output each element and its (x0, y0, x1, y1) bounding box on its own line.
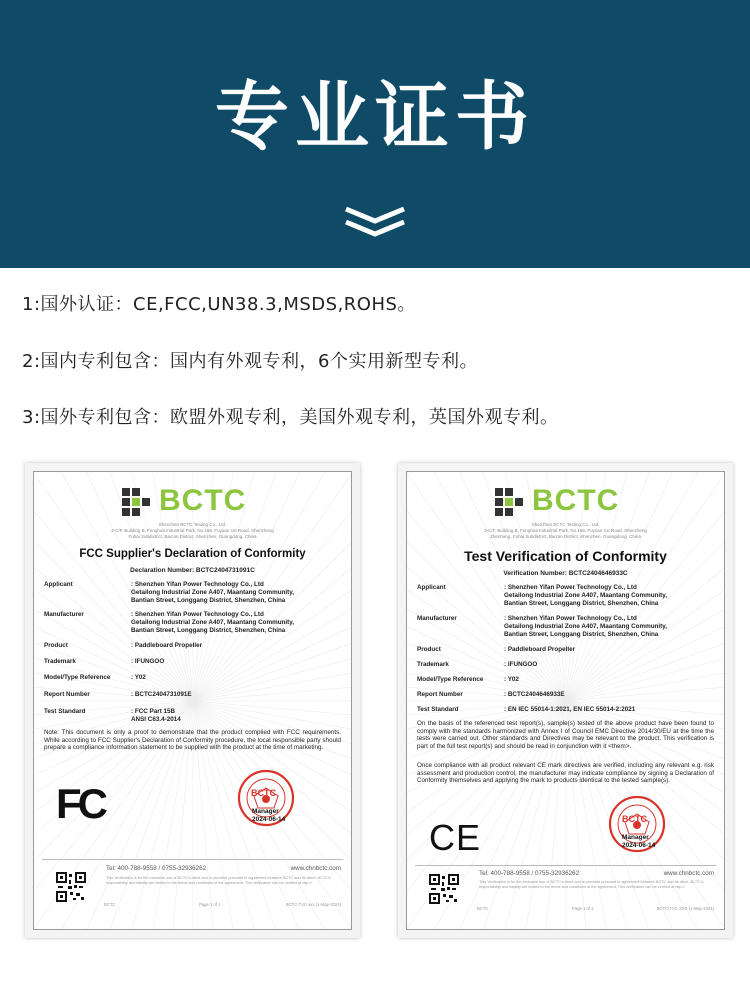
field-test-standard: Test Standard : FCC Part 15B ANSI C63.4-2014 (44, 708, 181, 723)
banner-title: 专业证书 (215, 74, 535, 160)
footer-divider (42, 859, 343, 860)
manager-signature: Manager 2024-06-14 (622, 834, 656, 849)
ce-certificate (398, 463, 733, 938)
certificate-statement: On the basis of the referenced test report(s), sample(s) tested of the above product have been found to comply with the standards harmonized with Annex I of Council EMC Directive 2014/30/EU at the time the tests were carried out. Other standards and Directives may be relevant to the product. This verification is part of the full test report(s) and should be read in conjunction with it <them>. (417, 720, 714, 750)
certificate-compliance-note: Once compliance with all product relevant CE mark directives are verified, including any relevant e.g. risk assessment and production control, the manufacturer may indicate compliance by signing a Declaration of Conformity themselves and applying the mark to products identical to the tested sample(s). (417, 762, 714, 785)
info-line-domestic-patents: 2:国内专利包含：国内有外观专利，6个实用新型专利。 (22, 351, 478, 372)
bctc-logo-icon (122, 488, 150, 516)
seal-text: BCTC (622, 814, 647, 824)
verification-number: Verification Number: BCTC2404646933C (503, 570, 628, 577)
certificate-page: BCTC Shenzhen BCTC Testing Co., Ltd. 3-C/F, Building B, Fenghua Industrial Park, No.168, Fuyuan 1st Road, Shenzheng Fuhai Subdistrict, Bao'an District, Shenzhen, Guangdong, China FCC Supplier's Declaration of Conformity Declaration Number: BCTC2404731091C Applicant : Shenzhen Yifan Power Technology Co., Ltd Getailong Industrial Zone A407, Maantang Community, Bantian Street, Longgang District, Shenzhen, China Manufacturer : Shenzhen Yifan Power Technology Co., Ltd Getailong Industrial Zone A407, Maantang Community, Bantian Street, Longgang District, Shenzhen, China Product : Paddleboard Propeller Trademark : IFUNGOO Model/Type Reference : Y02 Report Number : BCTC2404731091E Test Standard : FCC Part 15B ANSI C63.4-2014 Note: This document is only a proof to demonstrate that the product complied with FCC requirements. While according to FCC Supplier's Declaration of Conformity procedure, the local responsible party should prepare a compliance information statement to be supplied with the product at the time of marketing. FC BCTC Manager 2024-06-14 Tel: 400-788-9558 / 0755-32936262 www.chnbctc.com This Verification is for the exclusive use of BCTC's client and is provided pursuant to agreement between BCTC and its client. BCTC's responsibility and liability are limited to the terms and conditions of the agreement. This verification can be verified at http:// BCTC Page 1 of 1 BCTC-TVC-xxx (1-May-2024) (33, 471, 352, 930)
header-banner (0, 0, 750, 268)
field-applicant: Applicant : Shenzhen Yifan Power Technology Co., Ltd Getailong Industrial Zone A407, Maantang Community, Bantian Street, Longgang District, Shenzhen, China (44, 581, 295, 604)
footer-telephone: Tel: 400-788-9558 / 0755-32936262 (479, 870, 580, 877)
lab-address: Shenzhen BCTC Testing Co., Ltd. 3-C/F, Building B, Fenghua Industrial Park, No.168, Fuyuan 1st Road, Shenzheng Zhenhang, Fuhai Subdistrict, Bao'an District, Shenzhen, Guangdong, China (484, 522, 647, 539)
footer-website: www.chnbctc.com (663, 870, 714, 877)
footer-telephone: Tel: 400-788-9558 / 0755-32936262 (106, 865, 207, 872)
bctc-logo (407, 486, 724, 520)
chevron-down-icon (342, 205, 408, 239)
info-line-certifications: 1:国外认证：CE,FCC,UN38.3,MSDS,ROHS。 (22, 294, 416, 315)
bctc-logo-text: BCTC (532, 484, 620, 517)
field-manufacturer: Manufacturer : Shenzhen Yifan Power Technology Co., Ltd Getailong Industrial Zone A407, Maantang Community, Bantian Street, Longgang District, Shenzhen, China (44, 611, 295, 634)
certificate-page: BCTC Shenzhen BCTC Testing Co., Ltd. 3-C/F, Building B, Fenghua Industrial Park, No.168, Fuyuan 1st Road, Shenzheng Zhenhang, Fuhai Subdistrict, Bao'an District, Shenzhen, Guangdong, China Test Verification of Conformity Verification Number: BCTC2404646933C Applicant : Shenzhen Yifan Power Technology Co., Ltd Getailong Industrial Zone A407, Maantang Community, Bantian Street, Longgang District, Shenzhen, China Manufacturer : Shenzhen Yifan Power Technology Co., Ltd Getailong Industrial Zone A407, Maantang Community, Bantian Street, Longgang District, Shenzhen, China Product : Paddleboard Propeller Trademark : IFUNGOO Model/Type Reference : Y02 Report Number : BCTC2404646933E Test Standard : EN IEC 55014-1:2021, EN IEC 55014-2:2021 On the basis of the referenced test report(s), sample(s) tested of the above product have been found to comply with the standards harmonized with Annex I of Council EMC Directive 2014/30/EU at the time the tests were carried out. Other standards and Directives may be relevant to the product. This verification is part of the full test report(s) and should be read in conjunction with it <them>. Once compliance with all product relevant CE mark directives are verified, including any relevant e.g. risk assessment and production control, the manufacturer may indicate compliance by signing a Declaration of Conformity themselves and applying the mark to products identical to the tested sample(s). CE BCTC Manager 2024-06-14 Tel: 400-788-9558 / 0755-32936262 www.chnbctc.com This Verification is for the exclusive use of BCTC's client and is provided pursuant to agreement between BCTC and its client. BCTC's responsibility and liability are limited to the terms and conditions of the agreement. This verification can be verified at http:// BCTC Page 1 of 1 BCTC/TVC-XXX-(1-May-2024) (406, 471, 725, 930)
certificate-watermark-rays (407, 472, 724, 929)
certificate-title: FCC Supplier's Declaration of Conformity (79, 548, 306, 560)
info-line-foreign-patents: 3:国外专利包含：欧盟外观专利，美国外观专利，英国外观专利。 (22, 407, 559, 428)
certificate-title: Test Verification of Conformity (464, 548, 667, 564)
qr-code-icon (429, 874, 459, 904)
footer-fine-print: This Verification is for the exclusive use of BCTC's client and is provided pursuant to agreement between BCTC and its client. BCTC's responsibility and liability are limited to the terms and conditions of the agreement. This verification can be verified at http:// (479, 880, 704, 889)
field-applicant: Applicant : Shenzhen Yifan Power Technology Co., Ltd Getailong Industrial Zone A407, Maantang Community, Bantian Street, Longgang District, Shenzhen, China (417, 584, 668, 607)
fcc-certificate (25, 463, 360, 938)
declaration-number: Declaration Number: BCTC2404731091C (130, 567, 255, 574)
field-manufacturer: Manufacturer : Shenzhen Yifan Power Technology Co., Ltd Getailong Industrial Zone A407, Maantang Community, Bantian Street, Longgang District, Shenzhen, China (417, 615, 668, 638)
footer-website: www.chnbctc.com (290, 865, 341, 872)
lab-address: Shenzhen BCTC Testing Co., Ltd. 3-C/F, Building B, Fenghua Industrial Park, No.168, Fuyuan 1st Road, Shenzheng Fuhai Subdistrict, Bao'an District, Shenzhen, Guangdong, China (111, 522, 274, 539)
bctc-logo-text: BCTC (159, 484, 247, 517)
bctc-logo-icon (495, 488, 523, 516)
footer-fine-print: This Verification is for the exclusive use of BCTC's client and is provided pursuant to agreement between BCTC and its client. BCTC's responsibility and liability are limited to the terms and conditions of the agreement. This verification can be verified at http:// (106, 876, 331, 885)
seal-text: BCTC (251, 788, 276, 798)
footer-divider (415, 865, 716, 866)
certificate-watermark-rays (34, 472, 351, 929)
manager-signature: Manager 2024-06-14 (252, 808, 286, 823)
qr-code-icon (56, 872, 86, 902)
certificate-note: Note: This document is only a proof to demonstrate that the product complied with FCC requirements. While according to FCC Supplier's Declaration of Conformity procedure, the local responsible party should prepare a compliance information statement to be supplied with the product at the time of marketing. (44, 729, 341, 752)
ce-mark-icon: CE (429, 817, 482, 858)
fcc-mark-icon: FC (56, 780, 104, 827)
bctc-logo (34, 486, 351, 520)
